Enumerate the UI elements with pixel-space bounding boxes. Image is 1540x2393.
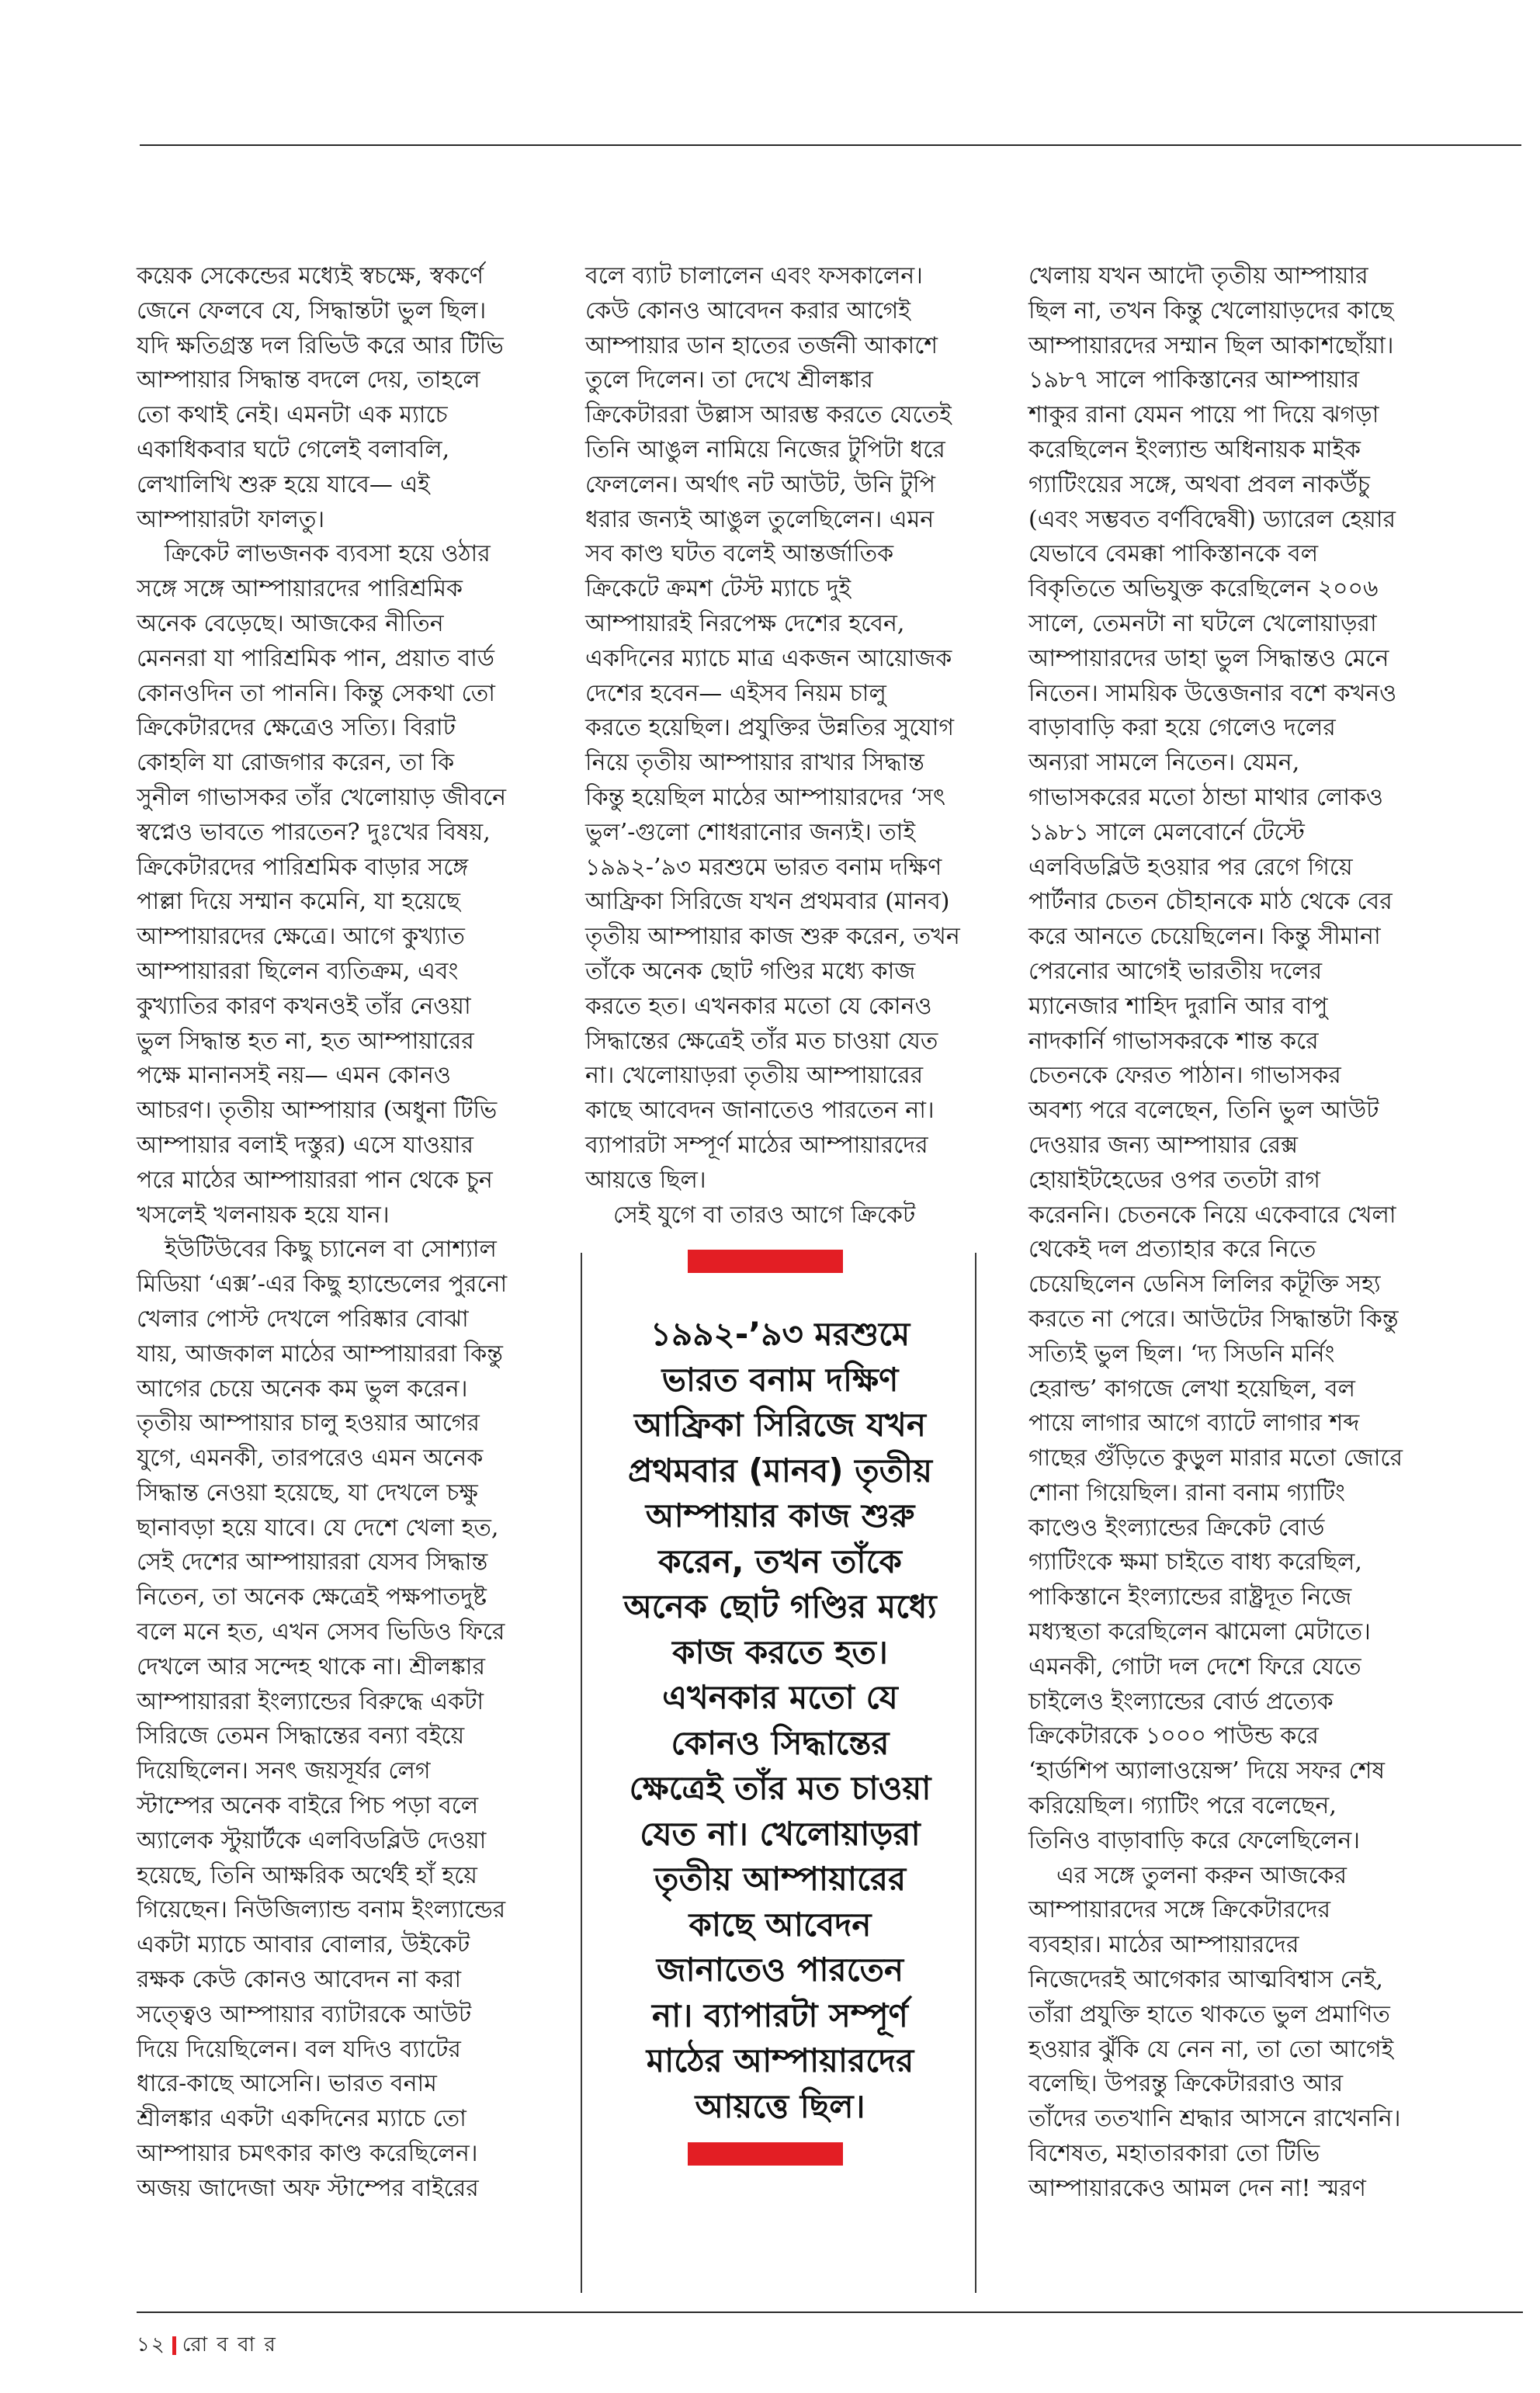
- column-1-line: জেনে ফেলবে যে, সিদ্ধান্তটা ভুল ছিল।: [137, 297, 487, 324]
- column-3-line: এর সঙ্গে তুলনা করুন আজকের: [1056, 1861, 1347, 1889]
- column-3-line: বলেছি। উপরন্তু ক্রিকেটাররাও আর: [1028, 2070, 1344, 2098]
- column-3-line: মধ্যস্থতা করেছিলেন ঝামেলা মেটাতে।: [1028, 1618, 1371, 1646]
- column-3-line: বিশেষত, মহাতারকারা তো টিভি: [1028, 2140, 1320, 2168]
- column-3-line: তাঁদের ততখানি শ্রদ্ধার আসনে রাখেননি।: [1028, 2105, 1401, 2133]
- column-3-line: করেননি। চেতনকে নিয়ে একেবারে খেলা: [1028, 1201, 1396, 1229]
- column-2-line: আম্পায়ারই নিরপেক্ষ দেশের হবেন,: [585, 609, 905, 637]
- column-3-line: আম্পায়ারদের সম্মান ছিল আকাশছোঁয়া।: [1028, 331, 1394, 359]
- column-3-line: পায়ে লাগার আগে ব্যাটে লাগার শব্দ: [1028, 1410, 1360, 1438]
- column-2-line: করতে হয়েছিল। প্রযুক্তির উন্নতির সুযোগ: [585, 714, 955, 742]
- article-column-3: [1028, 259, 1463, 2207]
- column-1-line: সত্ত্বেও আম্পায়ার ব্যাটারকে আউট: [137, 2000, 472, 2028]
- pullquote-line: তৃতীয় আম্পায়ারের: [654, 1860, 907, 1898]
- column-2-line: ধরার জন্যই আঙুল তুলেছিলেন। এমন: [585, 505, 935, 533]
- column-2-line: বলে ব্যাট চালালেন এবং ফসকালেন।: [585, 262, 923, 290]
- column-2-line: ক্রিকেটে ক্রমশ টেস্ট ম্যাচে দুই: [585, 575, 852, 603]
- column-3-line: অবশ্য পরে বলেছেন, তিনি ভুল আউট: [1028, 1097, 1379, 1125]
- column-3-line: ১৯৮৭ সালে পাকিস্তানের আম্পায়ার: [1028, 366, 1360, 394]
- column-1-line: খেলার পোস্ট দেখলে পরিষ্কার বোঝা: [137, 1305, 469, 1333]
- column-1-line: গিয়েছেন। নিউজিল্যান্ড বনাম ইংল্যান্ডের: [137, 1896, 506, 1924]
- column-3-line: ম্যানেজার শাহিদ দুরানি আর বাপু: [1028, 992, 1328, 1020]
- column-3-line: ‘হার্ডশিপ অ্যালাওয়েন্স’ দিয়ে সফর শেষ: [1028, 1757, 1386, 1785]
- column-3-line: আম্পায়ারকেও আমল দেন না! স্মরণ: [1028, 2174, 1366, 2202]
- column-3-line: শোনা গিয়েছিল। রানা বনাম গ্যাটিং: [1028, 1479, 1345, 1507]
- article-column-1: [137, 259, 532, 2207]
- column-1-line: ক্রিকেটারদের পারিশ্রমিক বাড়ার সঙ্গে: [137, 853, 469, 881]
- column-3-line: এলবিডব্লিউ হওয়ার পর রেগে গিয়ে: [1028, 853, 1353, 881]
- column-1-line: সিদ্ধান্ত নেওয়া হয়েছে, যা দেখলে চক্ষু: [137, 1479, 478, 1507]
- column-3-line: সত্যিই ভুল ছিল। ‘দ্য সিডনি মর্নিং: [1028, 1340, 1335, 1368]
- pullquote-line: ১৯৯২-’৯৩ মরশুমে: [650, 1315, 910, 1353]
- pullquote-right-rule: [975, 1253, 976, 2293]
- column-1-line: আম্পায়াররা ইংল্যান্ডের বিরুদ্ধে একটা: [137, 1687, 484, 1715]
- pullquote-left-rule: [581, 1253, 582, 2293]
- column-1-line: খসলেই খলনায়ক হয়ে যান।: [137, 1201, 390, 1229]
- column-2-line: সেই যুগে বা তারও আগে ক্রিকেট: [613, 1201, 916, 1229]
- column-2-line: আয়ত্তে ছিল।: [585, 1166, 706, 1194]
- column-2-line: একদিনের ম্যাচে মাত্র একজন আয়োজক: [585, 644, 952, 672]
- pullquote-line: কাছে আবেদন: [688, 1905, 872, 1944]
- column-3-line: পেরনোর আগেই ভারতীয় দলের: [1028, 957, 1323, 985]
- footer-rule: [137, 2311, 1523, 2313]
- column-1-line: যুগে, এমনকী, তারপরেও এমন অনেক: [137, 1444, 484, 1472]
- column-3-line: আম্পায়ারদের সঙ্গে ক্রিকেটারদের: [1028, 1896, 1331, 1924]
- column-3-line: তাঁরা প্রযুক্তি হাতে থাকতে ভুল প্রমাণিত: [1028, 2000, 1390, 2028]
- column-1-line: ক্রিকেটারদের ক্ষেত্রেও সত্যি। বিরাট: [137, 714, 456, 742]
- pullquote-line: ভারত বনাম দক্ষিণ: [661, 1360, 899, 1399]
- column-3-line: তিনিও বাড়াবাড়ি করে ফেলেছিলেন।: [1028, 1826, 1361, 1854]
- column-3-line: হেরাল্ড’ কাগজে লেখা হয়েছিল, বল: [1028, 1375, 1355, 1403]
- column-3-line: ছিল না, তখন কিন্তু খেলোয়াড়দের কাছে: [1028, 297, 1394, 324]
- column-1-line: বলে মনে হত, এখন সেসব ভিডিও ফিরে: [137, 1618, 505, 1646]
- column-2-line: তৃতীয় আম্পায়ার কাজ শুরু করেন, তখন: [585, 923, 960, 951]
- column-1-line: ইউটিউবের কিছু চ্যানেল বা সোশ্যাল: [165, 1236, 497, 1264]
- column-1-line: অজয় জাদেজা অফ স্টাম্পের বাইরের: [137, 2174, 479, 2202]
- column-3-line: খেলায় যখন আদৌ তৃতীয় আম্পায়ার: [1028, 262, 1368, 290]
- column-1-line: কোনওদিন তা পাননি। কিন্তু সেকথা তো: [137, 679, 495, 707]
- pullquote: [598, 1312, 962, 2129]
- column-1-line: ভুল সিদ্ধান্ত হত না, হত আম্পায়ারের: [137, 1027, 474, 1055]
- column-2-line: তুলে দিলেন। তা দেখে শ্রীলঙ্কার: [585, 366, 873, 394]
- pullquote-top-bar: [688, 1250, 843, 1273]
- column-3-line: করে আনতে চেয়েছিলেন। কিন্তু সীমানা: [1028, 923, 1381, 951]
- column-2-line: ব্যাপারটা সম্পূর্ণ মাঠের আম্পায়ারদের: [585, 1131, 928, 1159]
- column-3-line: (এবং সম্ভবত বর্ণবিদ্বেষী) ড্যারেল হেয়ার: [1028, 505, 1396, 533]
- column-3-line: অন্যরা সামলে নিতেন। যেমন,: [1028, 749, 1300, 777]
- column-2-line: না। খেলোয়াড়রা তৃতীয় আম্পায়ারের: [585, 1062, 924, 1090]
- column-1-line: দিয়ে দিয়েছিলেন। বল যদিও ব্যাটের: [137, 2035, 461, 2063]
- article-column-2: [585, 259, 973, 1233]
- column-1-line: সঙ্গে সঙ্গে আম্পায়ারদের পারিশ্রমিক: [137, 575, 463, 603]
- column-1-line: স্বপ্নেও ভাবতে পারতেন? দুঃখের বিষয়,: [137, 818, 491, 846]
- column-2-line: ভুল’-গুলো শোধরানোর জন্যই। তাই: [585, 818, 916, 846]
- column-2-line: নিয়ে তৃতীয় আম্পায়ার রাখার সিদ্ধান্ত: [585, 749, 924, 777]
- column-1-line: সিরিজে তেমন সিদ্ধান্তের বন্যা বইয়ে: [137, 1722, 465, 1750]
- column-1-line: আম্পায়ার চমৎকার কাণ্ড করেছিলেন।: [137, 2140, 478, 2168]
- folio-separator: [172, 2336, 176, 2355]
- column-1-line: রক্ষক কেউ কোনও আবেদন না করা: [137, 1966, 462, 1994]
- column-2-line: আফ্রিকা সিরিজে যখন প্রথমবার (মানব): [585, 888, 950, 916]
- column-2-line: কাছে আবেদন জানাতেও পারতেন না।: [585, 1097, 935, 1125]
- column-1-line: ক্রিকেট লাভজনক ব্যবসা হয়ে ওঠার: [165, 540, 491, 568]
- column-1-line: লেখালিখি শুরু হয়ে যাবে— এই: [137, 470, 430, 498]
- column-1-line: আম্পায়ার সিদ্ধান্ত বদলে দেয়, তাহলে: [137, 366, 480, 394]
- column-3-line: পার্টনার চেতন চৌহানকে মাঠ থেকে বের: [1028, 888, 1393, 916]
- column-1-line: আম্পায়ারটা ফালতু।: [137, 505, 325, 533]
- column-1-line: ধারে-কাছে আসেনি। ভারত বনাম: [137, 2070, 437, 2098]
- column-3-line: সালে, তেমনটা না ঘটলে খেলোয়াড়রা: [1028, 609, 1377, 637]
- pullquote-line: এখনকার মতো যে: [662, 1678, 898, 1716]
- column-2-line: সিদ্ধান্তের ক্ষেত্রেই তাঁর মত চাওয়া যেত: [585, 1027, 938, 1055]
- column-3-line: চেয়েছিলেন ডেনিস লিলির কটূক্তি সহ্য: [1028, 1271, 1381, 1299]
- column-3-line: করতে না পেরে। আউটের সিদ্ধান্তটা কিন্তু: [1028, 1305, 1399, 1333]
- column-1-line: যদি ক্ষতিগ্রস্ত দল রিভিউ করে আর টিভি: [137, 331, 504, 359]
- column-3-line: গ্যাটিংকে ক্ষমা চাইতে বাধ্য করেছিল,: [1028, 1549, 1362, 1576]
- pullquote-line: অনেক ছোট গণ্ডির মধ্যে: [623, 1587, 937, 1625]
- column-3-line: গাভাসকরের মতো ঠান্ডা মাথার লোকও: [1028, 783, 1384, 811]
- column-3-line: শাকুর রানা যেমন পায়ে পা দিয়ে ঝগড়া: [1028, 401, 1379, 429]
- column-1-line: আম্পায়ার বলাই দস্তুর) এসে যাওয়ার: [137, 1131, 473, 1159]
- column-2-line: ফেললেন। অর্থাৎ নট আউট, উনি টুপি: [585, 470, 935, 498]
- column-1-line: তৃতীয় আম্পায়ার চালু হওয়ার আগের: [137, 1410, 480, 1438]
- column-3-line: ক্রিকেটারকে ১০০০ পাউন্ড করে: [1028, 1722, 1319, 1750]
- column-3-line: নাদকার্নি গাভাসকরকে শান্ত করে: [1028, 1027, 1319, 1055]
- pullquote-line: কোনও সিদ্ধান্তের: [671, 1723, 890, 1762]
- column-3-line: বিকৃতিতে অভিযুক্ত করেছিলেন ২০০৬: [1028, 575, 1379, 603]
- column-2-line: কিন্তু হয়েছিল মাঠের আম্পায়ারদের ‘সৎ: [585, 783, 945, 811]
- column-1-line: মেননরা যা পারিশ্রমিক পান, প্রয়াত বার্ড: [137, 644, 494, 672]
- column-2-line: কেউ কোনও আবেদন করার আগেই: [585, 297, 910, 324]
- column-1-line: পক্ষে মানানসই নয়— এমন কোনও: [137, 1062, 451, 1090]
- column-1-line: আম্পায়ারদের ক্ষেত্রে। আগে কুখ্যাত: [137, 923, 465, 951]
- column-1-line: কয়েক সেকেন্ডের মধ্যেই স্বচক্ষে, স্বকর্ণে: [137, 262, 484, 290]
- pullquote-line: না। ব্যাপারটা সম্পূর্ণ: [652, 1996, 908, 2034]
- column-3-line: হোয়াইটহেডের ওপর ততটা রাগ: [1028, 1166, 1320, 1194]
- column-1-line: কোহলি যা রোজগার করেন, তা কি: [137, 749, 455, 777]
- column-1-line: কুখ্যাতির কারণ কখনওই তাঁর নেওয়া: [137, 992, 471, 1020]
- column-1-line: একটা ম্যাচে আবার বোলার, উইকেট: [137, 1931, 470, 1959]
- column-1-line: শ্রীলঙ্কার একটা একদিনের ম্যাচে তো: [137, 2105, 467, 2133]
- pullquote-line: জানাতেও পারতেন: [656, 1951, 904, 1989]
- column-3-line: চেতনকে ফেরত পাঠান। গাভাসকর: [1028, 1062, 1341, 1090]
- folio: [137, 2329, 277, 2363]
- pullquote-line: যেত না। খেলোয়াড়রা: [640, 1814, 921, 1853]
- column-1-line: তো কথাই নেই। এমনটা এক ম্যাচে: [137, 401, 448, 429]
- column-1-line: অ্যালেক স্টুয়ার্টকে এলবিডব্লিউ দেওয়া: [137, 1826, 487, 1854]
- column-2-line: তিনি আঙুল নামিয়ে নিজের টুপিটা ধরে: [585, 435, 945, 463]
- page-number: ১২: [137, 2333, 166, 2357]
- column-3-line: ১৯৮১ সালে মেলবোর্নে টেস্টে: [1028, 818, 1305, 846]
- column-3-line: থেকেই দল প্রত্যাহার করে নিতে: [1028, 1236, 1316, 1264]
- column-1-line: আচরণ। তৃতীয় আম্পায়ার (অধুনা টিভি: [137, 1097, 498, 1125]
- column-3-line: গাছের গুঁড়িতে কুড়ুল মারার মতো জোরে: [1028, 1444, 1403, 1472]
- column-1-line: যায়, আজকাল মাঠের আম্পায়াররা কিন্তু: [137, 1340, 503, 1368]
- column-3-line: যেভাবে বেমক্কা পাকিস্তানকে বল: [1028, 540, 1319, 568]
- column-2-line: ক্রিকেটাররা উল্লাস আরম্ভ করতে যেতেই: [585, 401, 952, 429]
- column-1-line: ছানাবড়া হয়ে যাবে। যে দেশে খেলা হত,: [137, 1514, 499, 1542]
- column-1-line: হয়েছে, তিনি আক্ষরিক অর্থেই হাঁ হয়ে: [137, 1861, 477, 1889]
- column-1-line: সেই দেশের আম্পায়াররা যেসব সিদ্ধান্ত: [137, 1549, 488, 1576]
- column-1-line: মিডিয়া ‘এক্স’-এর কিছু হ্যান্ডেলের পুরনো: [137, 1271, 508, 1299]
- column-3-line: বাড়াবাড়ি করা হয়ে গেলেও দলের: [1028, 714, 1336, 742]
- pullquote-line: আয়ত্তে ছিল।: [695, 2086, 865, 2125]
- column-3-line: করেছিলেন ইংল্যান্ড অধিনায়ক মাইক: [1028, 435, 1361, 463]
- column-3-line: গ্যাটিংয়ের সঙ্গে, অথবা প্রবল নাকউঁচু: [1028, 470, 1370, 498]
- column-3-line: দেওয়ার জন্য আম্পায়ার রেক্স: [1028, 1131, 1298, 1159]
- column-2-line: দেশের হবেন— এইসব নিয়ম চালু: [585, 679, 886, 707]
- magazine-name: রো ব বা র: [182, 2333, 277, 2357]
- pullquote-line: আম্পায়ার কাজ শুরু: [645, 1496, 915, 1535]
- column-1-line: দেখলে আর সন্দেহ থাকে না। শ্রীলঙ্কার: [137, 1653, 485, 1680]
- pullquote-bottom-bar: [688, 2142, 843, 2166]
- column-2-line: আম্পায়ার ডান হাতের তর্জনী আকাশে: [585, 331, 938, 359]
- column-2-line: তাঁকে অনেক ছোট গণ্ডির মধ্যে কাজ: [585, 957, 916, 985]
- column-3-line: নিতেন। সাময়িক উত্তেজনার বশে কখনও: [1028, 679, 1397, 707]
- column-1-line: দিয়েছিলেন। সনৎ জয়সূর্যর লেগ: [137, 1757, 431, 1785]
- column-3-line: কাণ্ডেও ইংল্যান্ডের ক্রিকেট বোর্ড: [1028, 1514, 1325, 1542]
- column-1-line: আম্পায়াররা ছিলেন ব্যতিক্রম, এবং: [137, 957, 459, 985]
- column-1-line: পাল্লা দিয়ে সম্মান কমেনি, যা হয়েছে: [137, 888, 460, 916]
- column-1-line: নিতেন, তা অনেক ক্ষেত্রেই পক্ষপাতদুষ্ট: [137, 1583, 487, 1611]
- column-3-line: এমনকী, গোটা দল দেশে ফিরে যেতে: [1028, 1653, 1361, 1680]
- column-3-line: হওয়ার ঝুঁকি যে নেন না, তা তো আগেই: [1028, 2035, 1394, 2063]
- column-1-line: আগের চেয়ে অনেক কম ভুল করেন।: [137, 1375, 468, 1403]
- pullquote-line: ক্ষেত্রেই তাঁর মত চাওয়া: [629, 1769, 931, 1807]
- column-1-line: একাধিকবার ঘটে গেলেই বলাবলি,: [137, 435, 450, 463]
- column-2-line: করতে হত। এখনকার মতো যে কোনও: [585, 992, 932, 1020]
- pullquote-line: প্রথমবার (মানব) তৃতীয়: [628, 1451, 932, 1490]
- pullquote-line: মাঠের আম্পায়ারদের: [646, 2041, 914, 2079]
- column-2-line: ১৯৯২-’৯৩ মরশুমে ভারত বনাম দক্ষিণ: [585, 853, 942, 881]
- column-3-line: নিজেদেরই আগেকার আত্মবিশ্বাস নেই,: [1028, 1966, 1383, 1994]
- column-3-line: চাইলেও ইংল্যান্ডের বোর্ড প্রত্যেক: [1028, 1687, 1334, 1715]
- column-1-line: স্টাম্পের অনেক বাইরে পিচ পড়া বলে: [137, 1792, 479, 1820]
- pullquote-line: কাজ করতে হত।: [672, 1632, 888, 1671]
- column-2-line: সব কাণ্ড ঘটত বলেই আন্তর্জাতিক: [585, 540, 894, 568]
- column-1-line: সুনীল গাভাসকর তাঁর খেলোয়াড় জীবনে: [137, 783, 507, 811]
- column-1-line: পরে মাঠের আম্পায়াররা পান থেকে চুন: [137, 1166, 493, 1194]
- header-rule: [140, 144, 1521, 146]
- column-3-line: পাকিস্তানে ইংল্যান্ডের রাষ্ট্রদূত নিজে: [1028, 1583, 1352, 1611]
- column-1-line: অনেক বেড়েছে। আজকের নীতিন: [137, 609, 444, 637]
- column-3-line: আম্পায়ারদের ডাহা ভুল সিদ্ধান্তও মেনে: [1028, 644, 1389, 672]
- column-3-line: করিয়েছিল। গ্যাটিং পরে বলেছেন,: [1028, 1792, 1337, 1820]
- pullquote-line: করেন, তখন তাঁকে: [658, 1542, 902, 1580]
- pullquote-line: আফ্রিকা সিরিজে যখন: [634, 1406, 926, 1444]
- column-3-line: ব্যবহার। মাঠের আম্পায়ারদের: [1028, 1931, 1299, 1959]
